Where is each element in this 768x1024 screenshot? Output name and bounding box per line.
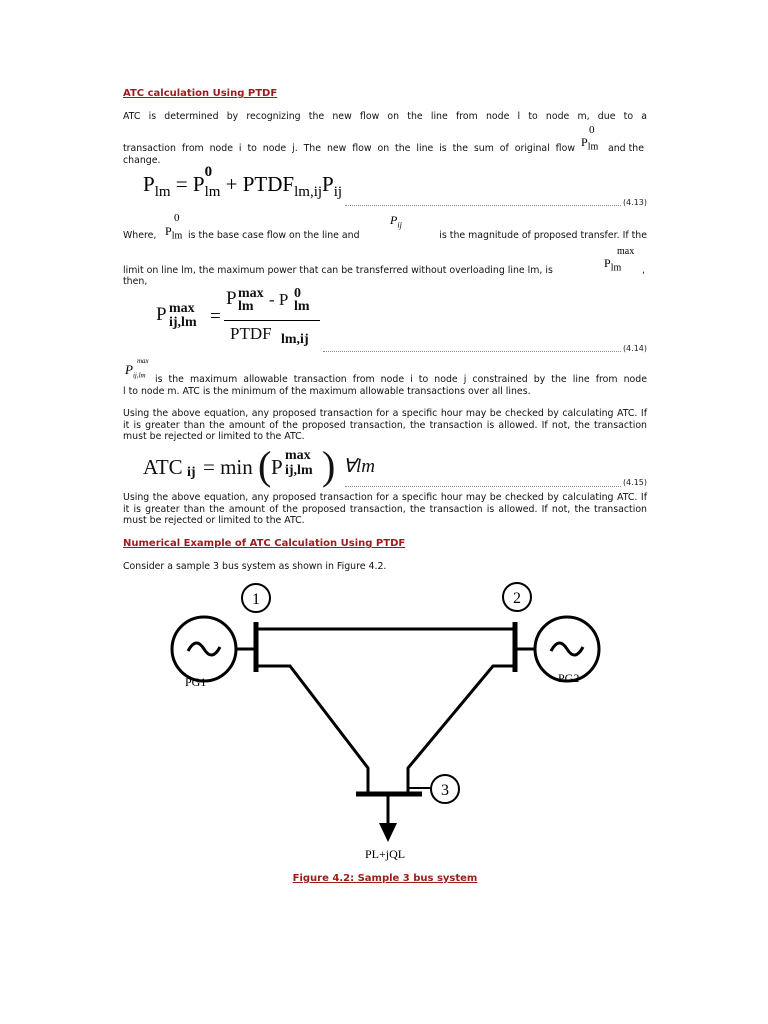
load-arrow [379, 794, 397, 842]
equation-4-13: $P_{lm} = P$ 0 $_{lm} + PTDF_{lm,ij}P_{ij}$ [143, 164, 343, 201]
dotted-leader [323, 351, 621, 352]
paragraph-text: limit on line lm, the maximum power that can be transferred without overloading line lm, is [123, 265, 553, 276]
paragraph-text: is the base case flow on the line and [188, 230, 360, 241]
paragraph-text: then, [123, 276, 148, 287]
equation-number: (4.15) [622, 478, 647, 487]
figure-3-bus-system [168, 578, 648, 868]
bus-2-number: 2 [513, 590, 521, 607]
paragraph-using-equation: Using the above equation, any proposed transaction for a specific hour may be checked by calculating ATC. If it is greater than the amount of the proposed transaction, the transaction is allowed. If not, the transaction must be rejected or limited to the ATC. [123, 492, 647, 527]
equation-number: (4.14) [622, 344, 647, 353]
paragraph-using-equation: Using the above equation, any proposed transaction for a specific hour may be checked by calculating ATC. If it is greater than the amount of the proposed transaction, the transaction is allowed. If not, the transaction must be rejected or limited to the ATC. [123, 408, 647, 443]
paragraph-line: l to node m. ATC is the minimum of the maximum allowable transactions over all lines. [123, 386, 531, 397]
figure-caption: Figure 4.2: Sample 3 bus system [292, 873, 478, 884]
paragraph-text: is the magnitude of proposed transfer. If the [439, 230, 647, 241]
line-2-3 [408, 666, 515, 772]
equation-number: (4.13) [622, 198, 647, 207]
symbol-p-ij: $P_{ij}$ [390, 213, 402, 230]
section-heading-numerical-example: Numerical Example of ATC Calculation Using PTDF [123, 538, 406, 549]
paragraph-line: change. [123, 155, 161, 166]
bus-1-number: 1 [252, 591, 260, 608]
equation-4-15: ATC ij = min ( P max ij,lm ) ∀lm [143, 443, 375, 488]
equation-4-14: P max ij,lm = P max lm - P 0 lm PTDF lm,ij [156, 288, 326, 350]
bus-3-number: 3 [441, 782, 449, 799]
paragraph-line: is the maximum allowable transaction from node i to node j constrained by the line from node [155, 374, 647, 385]
dotted-leader [345, 205, 621, 206]
generator-1-symbol [172, 617, 236, 681]
section-heading-atc: ATC calculation Using PTDF [123, 88, 278, 99]
paragraph-line: transaction from node i to node j. The new flow on the line is the sum of original flow [123, 143, 575, 154]
dotted-leader [345, 486, 621, 487]
paragraph-line: ATC is determined by recognizing the new flow on the line from node l to node m, due to a [123, 111, 647, 122]
load-label: PL+jQL [365, 847, 406, 861]
paragraph-text: , [642, 265, 645, 276]
line-1-3 [256, 666, 368, 772]
gen-2-label: PG2 [558, 671, 580, 685]
paragraph-text: Consider a sample 3 bus system as shown in Figure 4.2. [123, 561, 387, 572]
paragraph-text: Where, [123, 230, 157, 241]
gen-1-label: PG1 [185, 675, 207, 689]
paragraph-line: and the [608, 143, 645, 154]
